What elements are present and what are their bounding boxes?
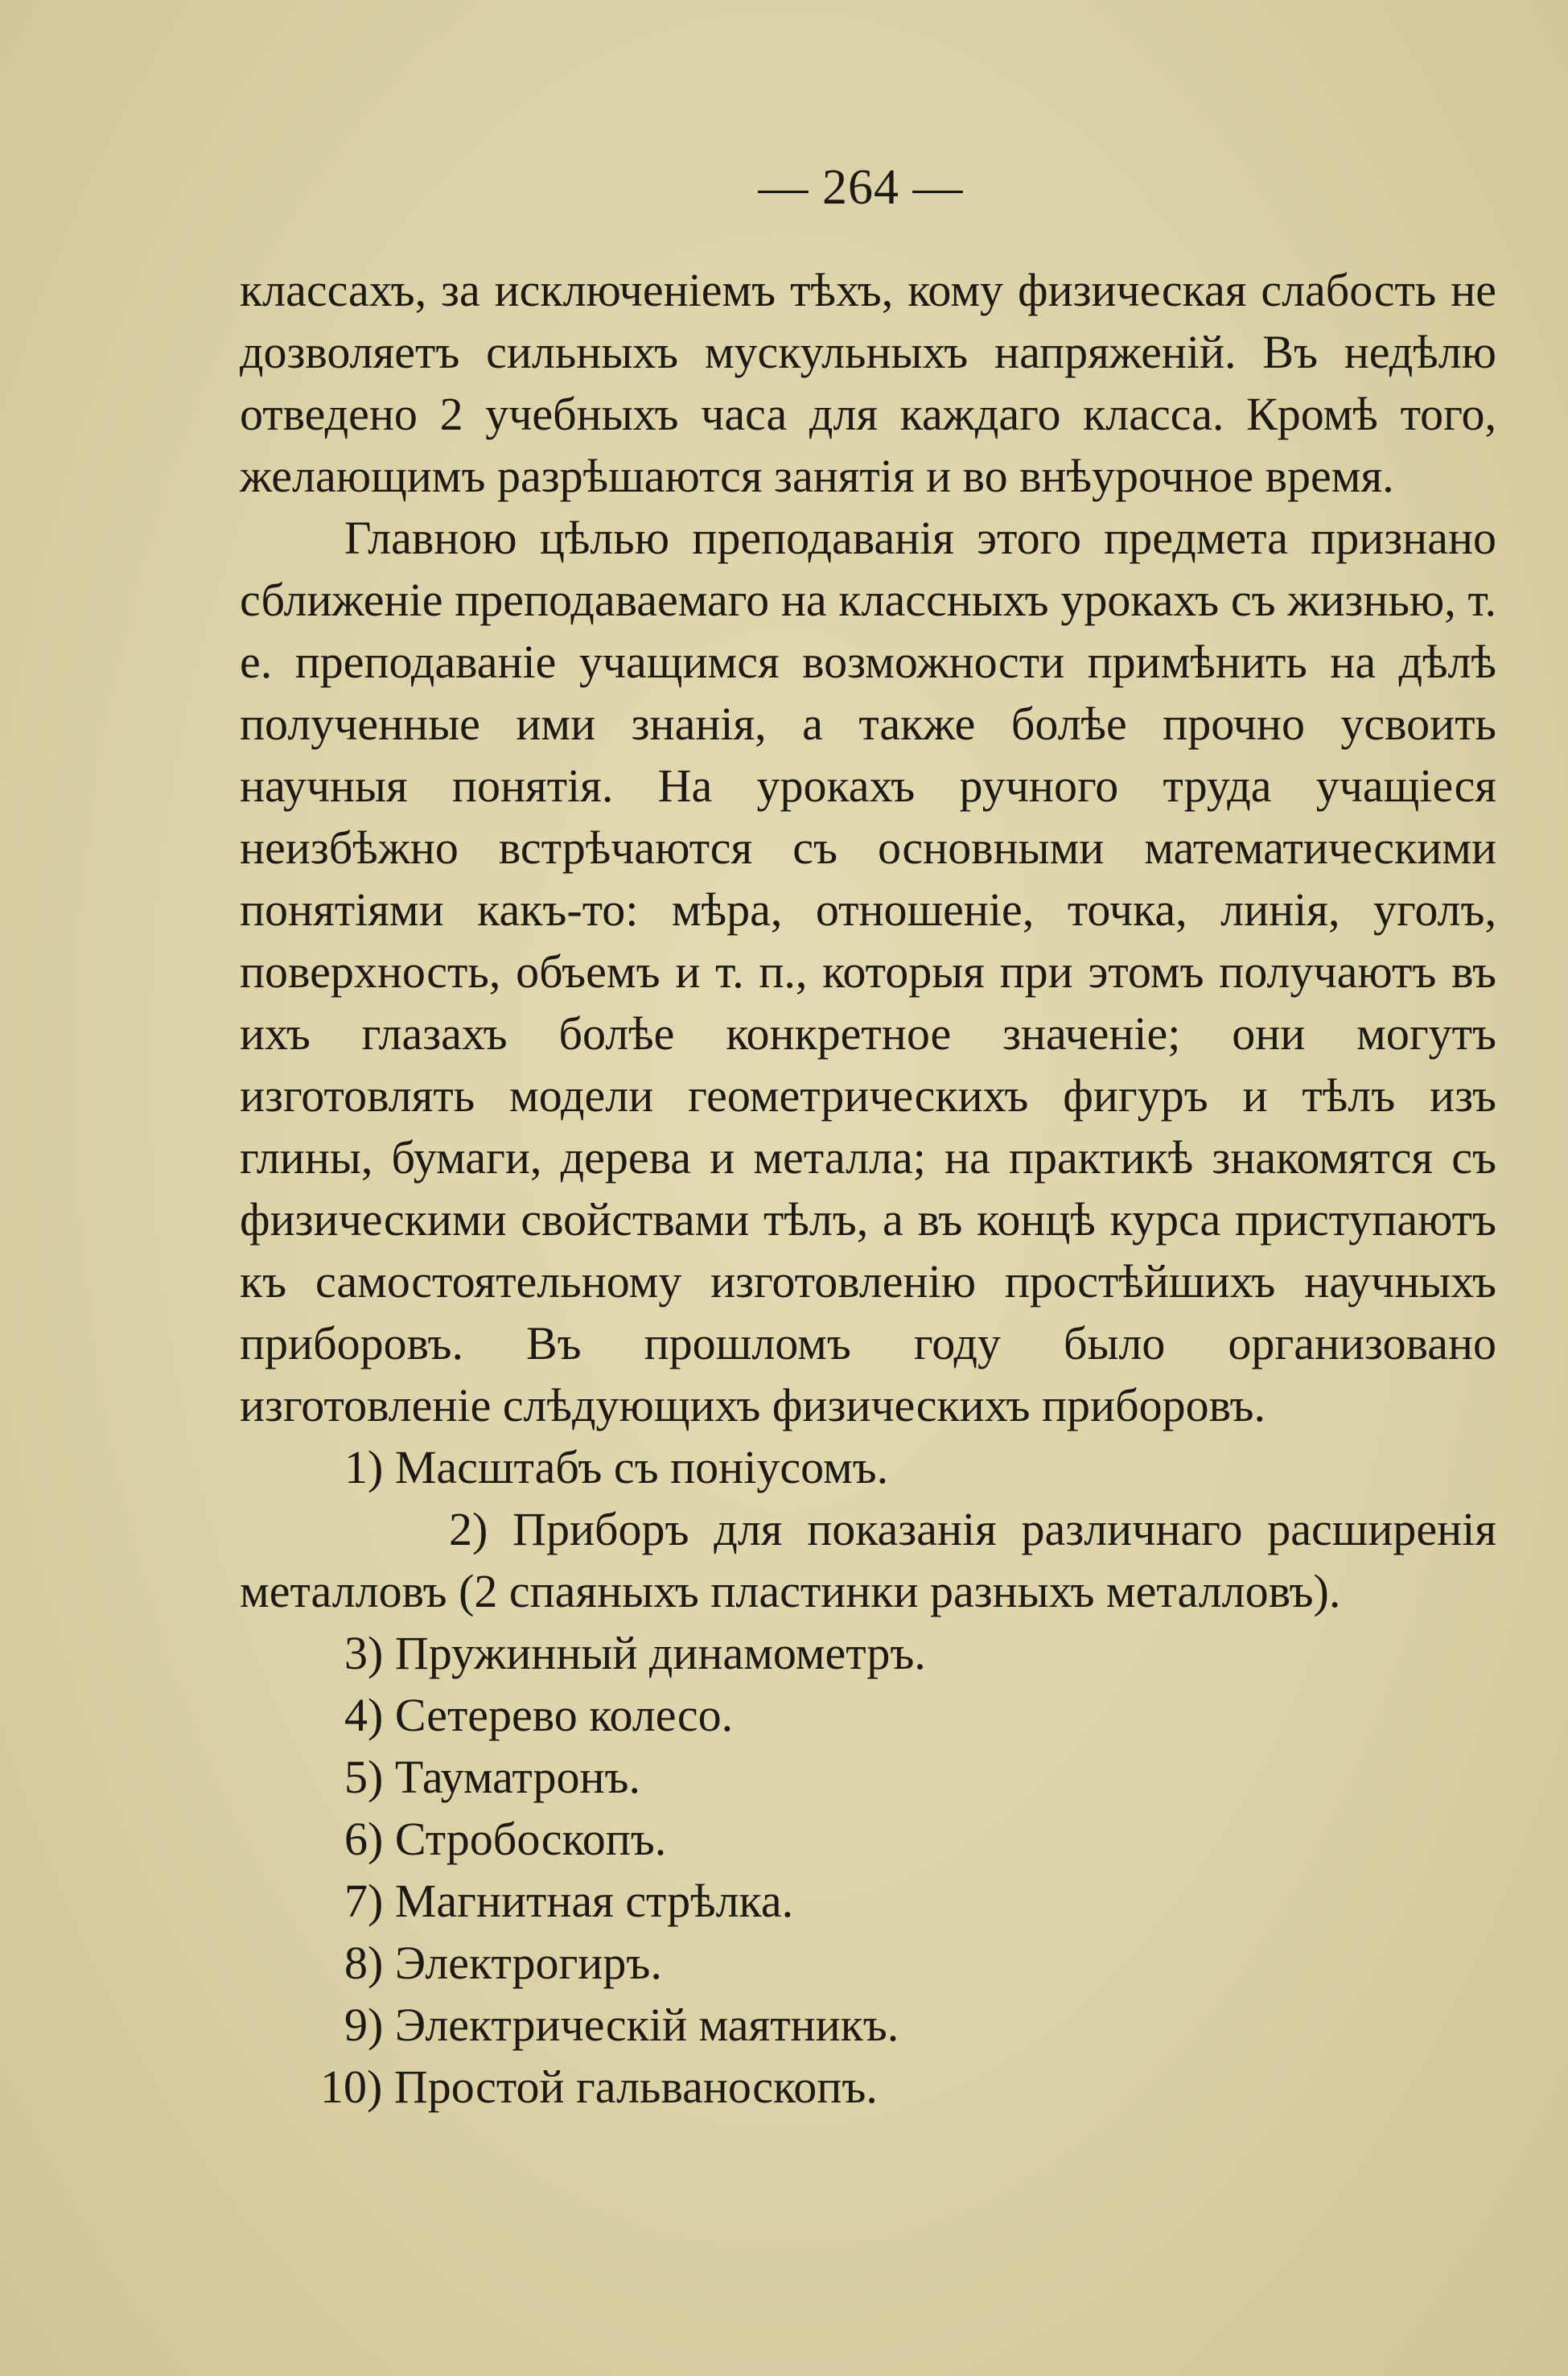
list-item xyxy=(240,1870,1496,1932)
list-item-text: Электрическій маятникъ. xyxy=(394,1999,899,2051)
list-item-number: 3) xyxy=(344,1627,384,1679)
list-item-text: Магнитная стрѣлка. xyxy=(394,1875,794,1927)
list-item xyxy=(240,1746,1496,1808)
list-item-number: 6) xyxy=(344,1813,384,1865)
list-item-text: Электрогиръ. xyxy=(394,1937,662,1989)
list-item xyxy=(240,1808,1496,1870)
list-item xyxy=(240,1932,1496,1994)
list-item-number: 1) xyxy=(344,1441,384,1493)
list-item xyxy=(240,1436,1496,1498)
list-item-text: Стробоскопъ. xyxy=(394,1813,667,1865)
list-item-text: Простой гальваноскопъ. xyxy=(393,2061,878,2113)
list-item-text: Масштабъ съ поніусомъ. xyxy=(394,1441,889,1493)
list-item xyxy=(240,1994,1496,2056)
list-item-number: 2) xyxy=(449,1503,488,1555)
paragraph-continuation: классахъ, за исключеніемъ тѣхъ, кому физическая слабость не дозволяетъ сильныхъ мускульныхъ напряженій. Въ недѣлю отведено 2 учебныхъ часа для каждаго класса. Кромѣ того, желающимъ разрѣшаются занятія и во внѣурочное время. xyxy=(240,264,1496,502)
list-item-number: 7) xyxy=(344,1875,384,1927)
list-item-number: 5) xyxy=(344,1751,384,1803)
list-item-text: Пружинный динамометръ. xyxy=(394,1627,926,1679)
list-item-number: 9) xyxy=(344,1999,384,2051)
list-item-number: 8) xyxy=(344,1937,384,1989)
body-text xyxy=(240,259,1496,2118)
list-item xyxy=(240,1622,1496,1684)
list-item-text: Тауматронъ. xyxy=(394,1751,640,1803)
list-item xyxy=(240,1498,1496,1622)
paragraph-main: Главною цѣлью преподаванія этого предмета признано сближеніе преподаваемаго на классныхъ урокахъ съ жизнью, т. е. преподаваніе учащимся возможности примѣнить на дѣлѣ полученные ими знанія, а также болѣе прочно усвоить научныя понятія. На урокахъ ручного труда учащіеся неизбѣжно встрѣчаются съ основными математическими понятіями какъ-то: мѣра, отношеніе, точка, линія, уголъ, поверхность, объемъ и т. п., которыя при этомъ получаютъ въ ихъ глазахъ болѣе конкретное значеніе; они могутъ изготовлять модели геометрическихъ фигуръ и тѣлъ изъ глины, бумаги, дерева и металла; на практикѣ знакомятся съ физическими свойствами тѣлъ, а въ концѣ курса приступаютъ къ самостоятельному изготовленію простѣйшихъ научныхъ приборовъ. Въ прошломъ году было организовано изготовленіе слѣдующихъ физическихъ приборовъ. xyxy=(240,512,1496,1431)
list-item xyxy=(240,2056,1496,2118)
page-number: — 264 — xyxy=(758,160,964,215)
list-item-text: Приборъ для показанія различнаго расширенія металловъ (2 спаяныхъ пластинки разныхъ металловъ). xyxy=(240,1503,1497,1617)
instrument-list xyxy=(240,1436,1496,2118)
list-item-number: 4) xyxy=(344,1689,384,1741)
list-item xyxy=(240,1684,1496,1746)
list-item-text: Сетерево колесо. xyxy=(394,1689,734,1741)
list-item-number: 10) xyxy=(320,2061,383,2113)
